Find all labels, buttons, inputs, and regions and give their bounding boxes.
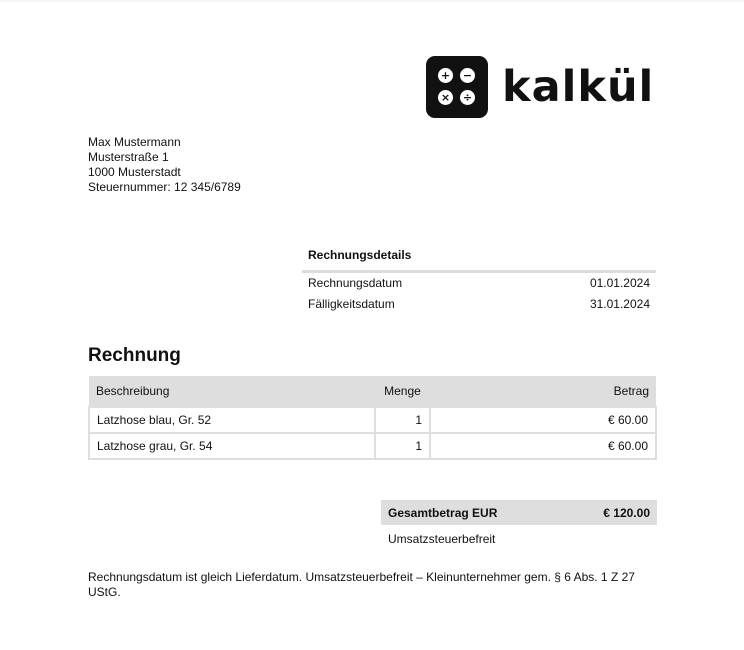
divide-icon: ÷	[460, 90, 475, 105]
sender-city: 1000 Musterstadt	[88, 165, 181, 179]
details-row	[302, 273, 656, 294]
table-row	[89, 407, 656, 433]
tax-exempt-note: Umsatzsteuerbefreit	[388, 532, 496, 546]
line-items-table	[88, 376, 657, 460]
brand-name: kalkül	[502, 62, 655, 112]
item-amount: € 60.00	[430, 407, 656, 433]
calculator-icon	[426, 56, 488, 118]
sender-tax-number: Steuernummer: 12 345/6789	[88, 180, 241, 194]
invoice-page	[0, 2, 744, 650]
item-quantity: 1	[375, 407, 430, 433]
minus-icon: −	[460, 68, 475, 83]
sender-street: Musterstraße 1	[88, 150, 169, 164]
details-label: Fälligkeitsdatum	[308, 297, 395, 311]
invoice-title: Rechnung	[88, 345, 181, 366]
table-row	[89, 433, 656, 459]
total-value: € 120.00	[603, 505, 650, 520]
item-amount: € 60.00	[430, 433, 656, 459]
details-value: 31.01.2024	[589, 297, 650, 311]
item-description: Latzhose blau, Gr. 52	[89, 407, 375, 433]
details-heading: Rechnungsdetails	[302, 248, 656, 273]
invoice-details	[302, 248, 656, 315]
sender-address	[88, 135, 241, 195]
brand-logo	[426, 56, 654, 118]
details-row	[302, 294, 656, 315]
plus-icon: +	[438, 68, 453, 83]
column-header-description: Beschreibung	[89, 376, 375, 407]
multiply-icon: ×	[438, 90, 453, 105]
footer-note: Rechnungsdatum ist gleich Lieferdatum. Umsatzsteuerbefreit – Kleinunternehmer gem. § 6 Abs. 1 Z 27 UStG.	[88, 570, 635, 599]
column-header-amount: Betrag	[430, 376, 656, 407]
item-description: Latzhose grau, Gr. 54	[89, 433, 375, 459]
column-header-quantity: Menge	[375, 376, 430, 407]
total-row	[381, 500, 657, 525]
sender-name: Max Mustermann	[88, 135, 181, 149]
item-quantity: 1	[375, 433, 430, 459]
details-value: 01.01.2024	[589, 276, 650, 290]
total-label: Gesamtbetrag EUR	[388, 505, 498, 520]
table-header-row	[89, 376, 656, 407]
details-label: Rechnungsdatum	[308, 276, 403, 290]
